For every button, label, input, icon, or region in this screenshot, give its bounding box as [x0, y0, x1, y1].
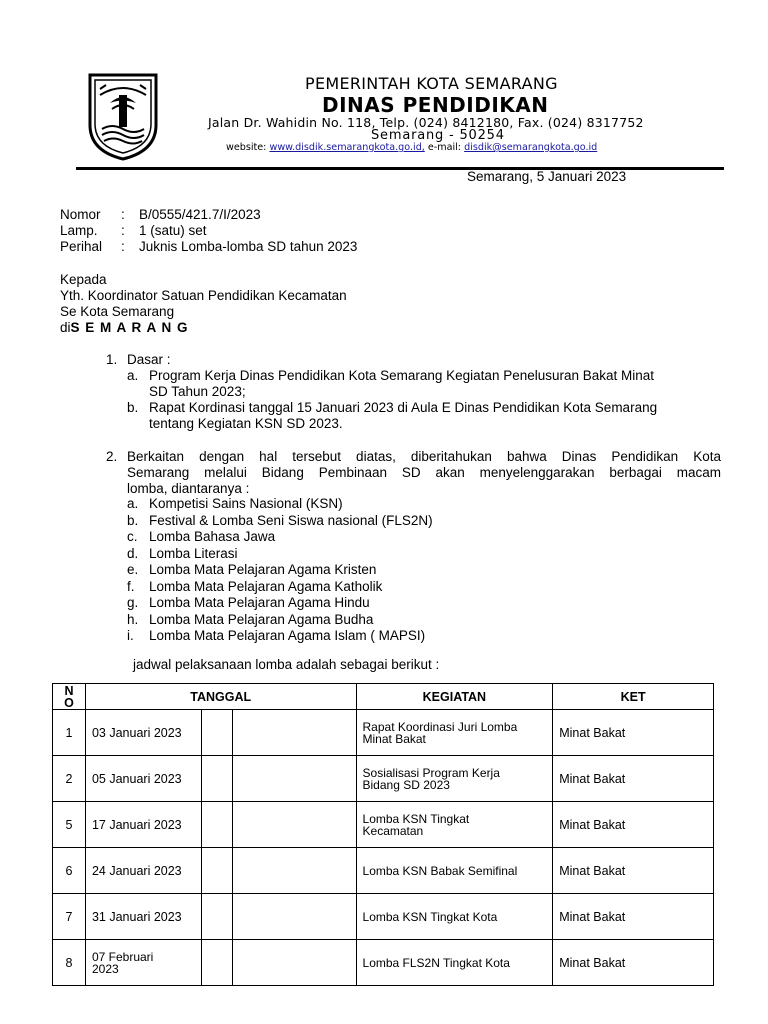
table-row	[53, 940, 714, 986]
recipient-scope: Se Kota Semarang	[60, 304, 175, 319]
agency-name: DINAS PENDIDIKAN	[322, 93, 549, 117]
meta-value-perihal: Juknis Lomba-lomba SD tahun 2023	[139, 239, 358, 254]
email-label: e-mail:	[427, 142, 462, 153]
schedule-intro: jadwal pelaksanaan lomba adalah sebagai berikut :	[133, 657, 440, 672]
cell-no: 7	[53, 894, 86, 940]
cell-blank	[201, 710, 232, 756]
email-link[interactable]: disdik@semarangkota.go.id	[464, 142, 598, 153]
list-item: Festival & Lomba Seni Siswa nasional (FLS2N)	[149, 512, 433, 528]
cell-blank	[232, 940, 356, 986]
recipient-kepada: Kepada	[60, 272, 107, 287]
table-header-row	[53, 684, 714, 710]
list-item-letter: h.	[127, 611, 139, 627]
list-item-letter: a.	[127, 496, 139, 511]
website-link[interactable]: www.disdik.semarangkota.go.id,	[269, 142, 425, 153]
point-1-letter: b.	[127, 400, 139, 415]
header-tanggal: TANGGAL	[85, 684, 356, 710]
cell-tanggal: 07 Februari 2023	[85, 940, 201, 986]
meta-sep: :	[121, 207, 125, 222]
point-2-number: 2.	[106, 449, 118, 464]
list-item-letter: i.	[127, 628, 134, 643]
agency-contacts	[226, 142, 597, 153]
meta-label-nomor: Nomor	[60, 207, 101, 222]
cell-kegiatan: Rapat Koordinasi Juri Lomba Minat Bakat	[356, 710, 553, 756]
list-item-letter: e.	[127, 562, 139, 577]
cell-blank	[201, 894, 232, 940]
cell-ket: Minat Bakat	[553, 756, 714, 802]
recipient-title: Yth. Koordinator Satuan Pendidikan Kecamatan	[60, 288, 347, 303]
cell-blank	[201, 756, 232, 802]
list-item: Lomba Mata Pelajaran Agama Budha	[149, 611, 374, 627]
website-label: website:	[226, 142, 267, 153]
meta-label-perihal: Perihal	[60, 239, 103, 254]
list-item: Lomba Mata Pelajaran Agama Katholik	[149, 578, 383, 594]
cell-no: 5	[53, 802, 86, 848]
cell-tanggal: 24 Januari 2023	[85, 848, 201, 894]
point-1a-text: Program Kerja Dinas Pendidikan Kota Semarang Kegiatan Penelusuran Bakat Minat	[149, 368, 655, 383]
table-row	[53, 802, 714, 848]
list-item-letter: f.	[127, 578, 135, 594]
letter-date: Semarang, 5 Januari 2023	[467, 169, 627, 184]
list-item-letter: d.	[127, 545, 139, 561]
table-row	[53, 848, 714, 894]
cell-ket: Minat Bakat	[553, 894, 714, 940]
meta-label-lamp: Lamp.	[60, 223, 98, 238]
header-ket: KET	[553, 684, 714, 710]
cell-blank	[232, 756, 356, 802]
list-item-letter: c.	[127, 529, 138, 544]
cell-kegiatan: Sosialisasi Program Kerja Bidang SD 2023	[356, 756, 553, 802]
list-item: Kompetisi Sains Nasional (KSN)	[149, 496, 343, 511]
table-row	[53, 894, 714, 940]
cell-tanggal: 03 Januari 2023	[85, 710, 201, 756]
point-2-text-line2: Semarang melalui Bidang Pembinaan SD akan menyelenggarakan berbagai macam	[127, 465, 721, 480]
cell-ket: Minat Bakat	[553, 802, 714, 848]
letterhead-divider	[76, 167, 724, 170]
government-name: PEMERINTAH KOTA SEMARANG	[305, 74, 558, 93]
list-item: Lomba Mata Pelajaran Agama Islam ( MAPSI)	[149, 628, 426, 643]
header-no: N O	[53, 684, 86, 710]
agency-address: Jalan Dr. Wahidin No. 118, Telp. (024) 8412180, Fax. (024) 8317752	[208, 115, 644, 130]
cell-blank	[201, 848, 232, 894]
cell-blank	[201, 802, 232, 848]
table-row	[53, 756, 714, 802]
cell-ket: Minat Bakat	[553, 710, 714, 756]
cell-kegiatan: Lomba KSN Tingkat Kota	[356, 894, 553, 940]
meta-sep: :	[121, 239, 125, 254]
recipient-location	[60, 320, 189, 336]
list-item-letter: b.	[127, 512, 139, 528]
cell-tanggal: 05 Januari 2023	[85, 756, 201, 802]
cell-no: 2	[53, 756, 86, 802]
recipient-city: S E M A R A N G	[70, 320, 189, 335]
cell-kegiatan: Lomba FLS2N Tingkat Kota	[356, 940, 553, 986]
point-1-number: 1.	[106, 352, 118, 367]
header-kegiatan: KEGIATAN	[356, 684, 553, 710]
list-item: Lomba Literasi	[149, 545, 238, 561]
cell-tanggal: 31 Januari 2023	[85, 894, 201, 940]
cell-no: 8	[53, 940, 86, 986]
cell-blank	[232, 710, 356, 756]
list-item: Lomba Bahasa Jawa	[149, 529, 276, 544]
cell-kegiatan: Lomba KSN Babak Semifinal	[356, 848, 553, 894]
cell-blank	[232, 848, 356, 894]
point-1a-text-cont: SD Tahun 2023;	[149, 384, 246, 399]
list-item: Lomba Mata Pelajaran Agama Kristen	[149, 562, 377, 577]
meta-value-nomor: B/0555/421.7/I/2023	[139, 207, 261, 222]
point-1-title: Dasar :	[127, 352, 171, 367]
table-row	[53, 710, 714, 756]
cell-blank	[201, 940, 232, 986]
cell-kegiatan: Lomba KSN Tingkat Kecamatan	[356, 802, 553, 848]
cell-blank	[232, 894, 356, 940]
point-2-text-line3: lomba, diantaranya :	[127, 481, 250, 496]
cell-ket: Minat Bakat	[553, 940, 714, 986]
point-2-text-line1: Berkaitan dengan hal tersebut diatas, diberitahukan bahwa Dinas Pendidikan Kota	[127, 449, 721, 464]
cell-tanggal: 17 Januari 2023	[85, 802, 201, 848]
cell-ket: Minat Bakat	[553, 848, 714, 894]
point-1-letter: a.	[127, 368, 139, 383]
semarang-coat-of-arms-logo	[88, 73, 158, 161]
point-1b-text: Rapat Kordinasi tanggal 15 Januari 2023 di Aula E Dinas Pendidikan Kota Semarang	[149, 400, 658, 415]
meta-value-lamp: 1 (satu) set	[139, 223, 207, 238]
cell-no: 1	[53, 710, 86, 756]
meta-sep: :	[121, 223, 125, 238]
schedule-table	[52, 683, 714, 986]
list-item-letter: g.	[127, 595, 139, 610]
cell-no: 6	[53, 848, 86, 894]
point-1b-text-cont: tentang Kegiatan KSN SD 2023.	[149, 416, 343, 431]
cell-blank	[232, 802, 356, 848]
list-item: Lomba Mata Pelajaran Agama Hindu	[149, 595, 370, 610]
agency-city-zip: Semarang - 50254	[371, 128, 505, 143]
recipient-di: di	[60, 320, 71, 335]
